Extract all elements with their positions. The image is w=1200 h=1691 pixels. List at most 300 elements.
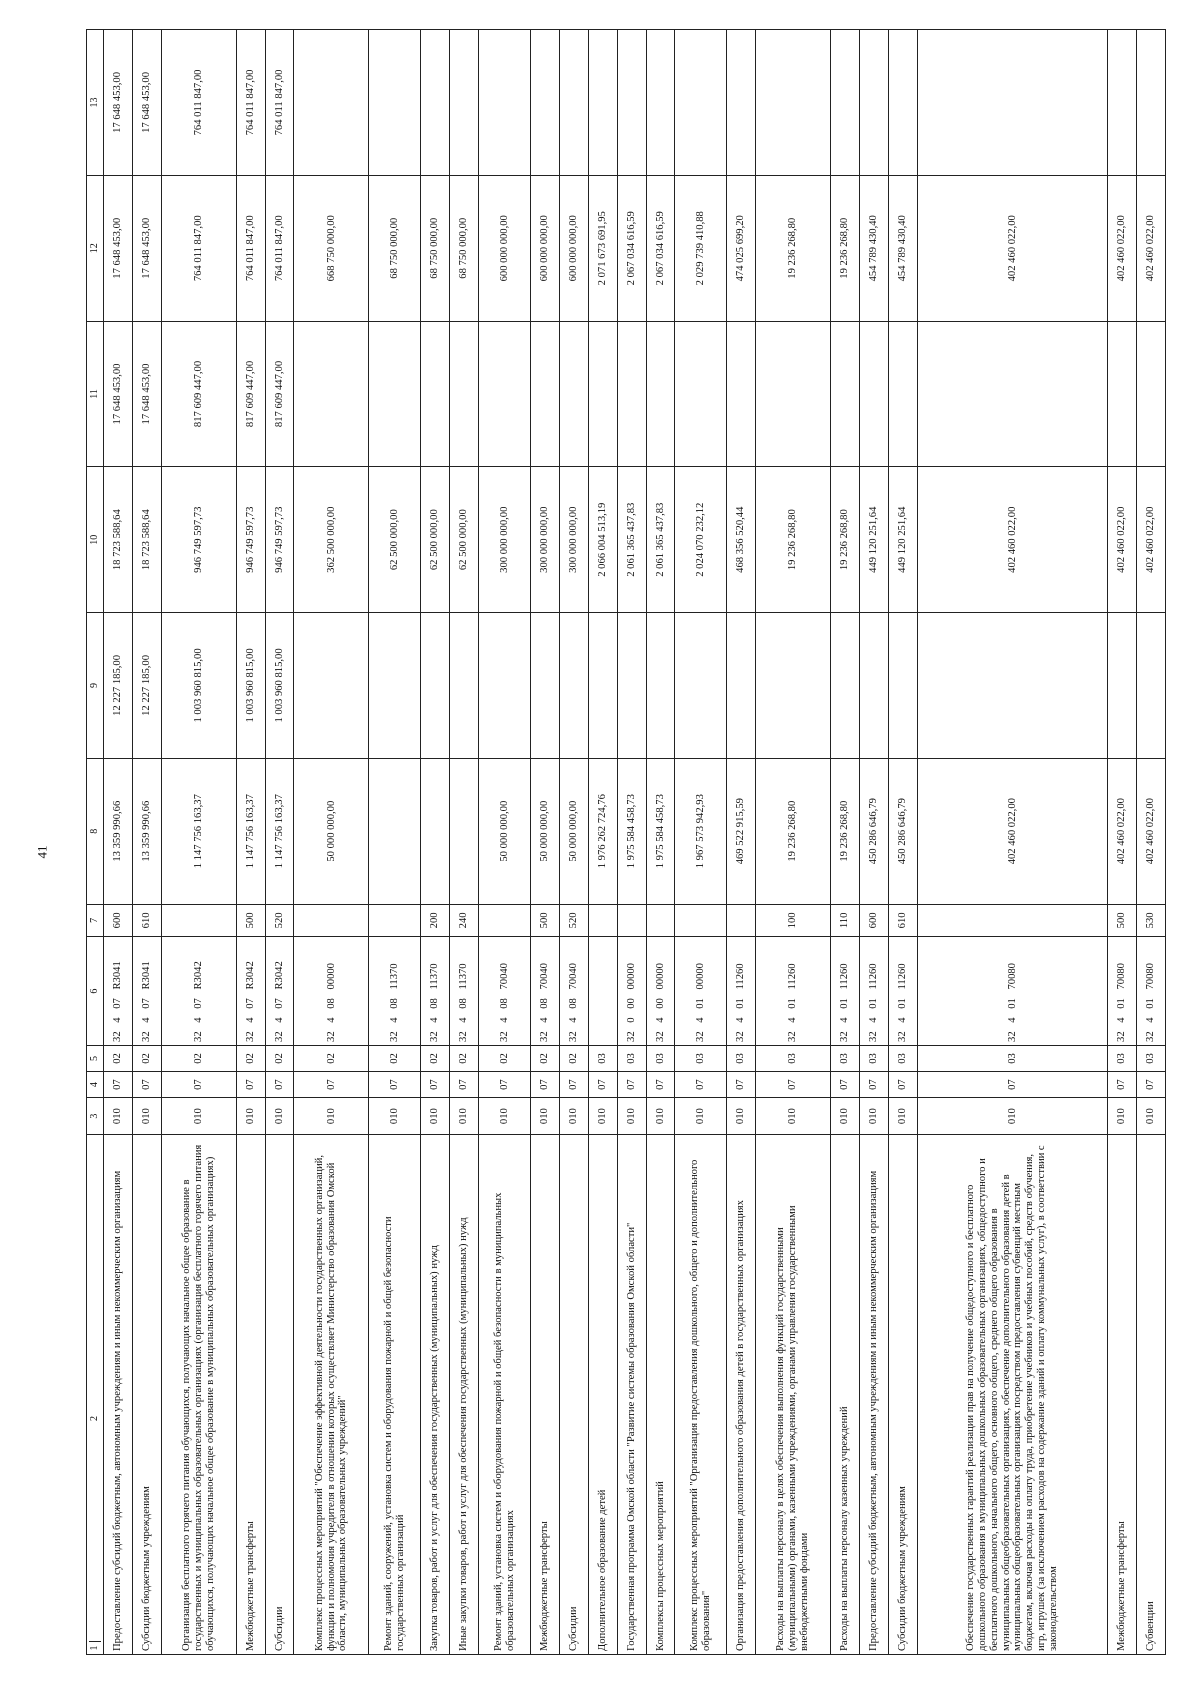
cell-target-article: 32 4 08 11370 bbox=[450, 937, 479, 1046]
cell-value-col10: 2 061 365 437,83 bbox=[646, 467, 675, 613]
column-header: 8 bbox=[87, 758, 104, 904]
cell-value-col13 bbox=[617, 30, 646, 176]
cell-value-col13: 17 648 453,00 bbox=[132, 30, 161, 176]
cell-value-col10: 18 723 588,64 bbox=[104, 467, 133, 613]
cell-value-col12: 764 011 847,00 bbox=[265, 175, 294, 321]
column-header: 1 2 bbox=[87, 1135, 104, 1655]
cell-section-code: 07 bbox=[831, 1072, 860, 1098]
cell-value-col12: 454 789 430,40 bbox=[888, 175, 917, 321]
cell-subsection-code: 03 bbox=[588, 1045, 617, 1071]
cell-expense-type: 200 bbox=[421, 904, 450, 937]
cell-expense-type bbox=[369, 904, 421, 937]
cell-subsection-code: 03 bbox=[756, 1045, 831, 1071]
cell-section-code: 07 bbox=[756, 1072, 831, 1098]
cell-value-col10: 402 460 022,00 bbox=[1108, 467, 1137, 613]
row-description: Дополнительное образование детей bbox=[588, 1135, 617, 1655]
table-body bbox=[104, 30, 1166, 1655]
cell-value-col8: 402 460 022,00 bbox=[1136, 758, 1165, 904]
column-header: 9 bbox=[87, 613, 104, 759]
cell-value-col8: 13 359 990,66 bbox=[132, 758, 161, 904]
cell-section-code: 07 bbox=[646, 1072, 675, 1098]
cell-value-col11: 817 609 447,00 bbox=[236, 321, 265, 467]
cell-expense-type: 530 bbox=[1136, 904, 1165, 937]
cell-ministry-code: 010 bbox=[1108, 1098, 1137, 1135]
cell-expense-type: 610 bbox=[132, 904, 161, 937]
table-row bbox=[421, 30, 450, 1655]
row-description: Расходы на выплаты персоналу казенных учреждений bbox=[831, 1135, 860, 1655]
cell-value-col8: 19 236 268,80 bbox=[756, 758, 831, 904]
cell-target-article: 32 4 01 70080 bbox=[917, 937, 1107, 1046]
cell-value-col10: 402 460 022,00 bbox=[917, 467, 1107, 613]
cell-subsection-code: 02 bbox=[559, 1045, 588, 1071]
row-description: Иные закупки товаров, работ и услуг для обеспечения государственных (муниципальных) нужд bbox=[450, 1135, 479, 1655]
cell-section-code: 07 bbox=[860, 1072, 889, 1098]
cell-value-col11 bbox=[294, 321, 369, 467]
cell-ministry-code: 010 bbox=[588, 1098, 617, 1135]
table-row bbox=[369, 30, 421, 1655]
cell-value-col12: 17 648 453,00 bbox=[104, 175, 133, 321]
table-row bbox=[265, 30, 294, 1655]
cell-value-col11 bbox=[588, 321, 617, 467]
cell-value-col11 bbox=[617, 321, 646, 467]
cell-value-col12: 764 011 847,00 bbox=[236, 175, 265, 321]
cell-value-col13 bbox=[421, 30, 450, 176]
cell-target-article: 32 4 01 11260 bbox=[860, 937, 889, 1046]
table-row bbox=[161, 30, 236, 1655]
table-row bbox=[917, 30, 1107, 1655]
cell-section-code: 07 bbox=[675, 1072, 727, 1098]
cell-value-col9 bbox=[588, 613, 617, 759]
cell-section-code: 07 bbox=[236, 1072, 265, 1098]
cell-subsection-code: 02 bbox=[450, 1045, 479, 1071]
cell-value-col12: 474 025 699,20 bbox=[727, 175, 756, 321]
cell-value-col9 bbox=[294, 613, 369, 759]
cell-value-col8: 1 975 584 458,73 bbox=[617, 758, 646, 904]
row-description: Субсидии бюджетным учреждениям bbox=[132, 1135, 161, 1655]
cell-value-col10: 946 749 597,73 bbox=[236, 467, 265, 613]
cell-subsection-code: 02 bbox=[369, 1045, 421, 1071]
cell-value-col12: 2 067 034 616,59 bbox=[646, 175, 675, 321]
cell-value-col10: 300 000 000,00 bbox=[479, 467, 531, 613]
table-row bbox=[727, 30, 756, 1655]
table-row bbox=[236, 30, 265, 1655]
cell-target-article: 32 4 01 70080 bbox=[1136, 937, 1165, 1046]
cell-expense-type: 600 bbox=[104, 904, 133, 937]
cell-section-code: 07 bbox=[531, 1072, 560, 1098]
cell-value-col13 bbox=[588, 30, 617, 176]
cell-ministry-code: 010 bbox=[617, 1098, 646, 1135]
cell-value-col8: 19 236 268,80 bbox=[831, 758, 860, 904]
row-description: Межбюджетные трансферты bbox=[531, 1135, 560, 1655]
row-description: Ремонт зданий, сооружений, установка систем и оборудования пожарной и общей безопасности государственных организаций bbox=[369, 1135, 421, 1655]
cell-value-col13 bbox=[888, 30, 917, 176]
row-description: Субсидии bbox=[265, 1135, 294, 1655]
cell-value-col10: 362 500 000,00 bbox=[294, 467, 369, 613]
cell-value-col12: 668 750 000,00 bbox=[294, 175, 369, 321]
cell-value-col11 bbox=[1136, 321, 1165, 467]
cell-ministry-code: 010 bbox=[559, 1098, 588, 1135]
cell-section-code: 07 bbox=[888, 1072, 917, 1098]
cell-value-col13 bbox=[831, 30, 860, 176]
cell-expense-type: 500 bbox=[236, 904, 265, 937]
cell-subsection-code: 03 bbox=[831, 1045, 860, 1071]
cell-value-col10: 946 749 597,73 bbox=[265, 467, 294, 613]
table-row bbox=[479, 30, 531, 1655]
cell-ministry-code: 010 bbox=[132, 1098, 161, 1135]
cell-target-article: 32 4 07 R3042 bbox=[265, 937, 294, 1046]
cell-value-col9 bbox=[1108, 613, 1137, 759]
cell-subsection-code: 02 bbox=[531, 1045, 560, 1071]
column-header: 7 bbox=[87, 904, 104, 937]
cell-value-col9 bbox=[369, 613, 421, 759]
cell-value-col8: 1 147 756 163,37 bbox=[265, 758, 294, 904]
cell-value-col12: 402 460 022,00 bbox=[917, 175, 1107, 321]
cell-value-col8 bbox=[421, 758, 450, 904]
cell-value-col9 bbox=[617, 613, 646, 759]
column-header: 6 bbox=[87, 937, 104, 1046]
cell-ministry-code: 010 bbox=[161, 1098, 236, 1135]
cell-expense-type: 500 bbox=[531, 904, 560, 937]
cell-section-code: 07 bbox=[588, 1072, 617, 1098]
cell-section-code: 07 bbox=[265, 1072, 294, 1098]
cell-ministry-code: 010 bbox=[294, 1098, 369, 1135]
cell-value-col11 bbox=[888, 321, 917, 467]
cell-value-col11: 17 648 453,00 bbox=[132, 321, 161, 467]
cell-value-col12: 17 648 453,00 bbox=[132, 175, 161, 321]
cell-value-col8: 402 460 022,00 bbox=[917, 758, 1107, 904]
cell-value-col10: 19 236 268,80 bbox=[756, 467, 831, 613]
row-description: Расходы на выплаты персоналу в целях обеспечения выполнения функций государственными (муниципальными) органами, казенными учреждениями, органами управления государственными внебюджетными фондами bbox=[756, 1135, 831, 1655]
cell-expense-type bbox=[646, 904, 675, 937]
column-header: 10 bbox=[87, 467, 104, 613]
cell-value-col9: 12 227 185,00 bbox=[104, 613, 133, 759]
table-row bbox=[756, 30, 831, 1655]
cell-subsection-code: 03 bbox=[860, 1045, 889, 1071]
cell-section-code: 07 bbox=[917, 1072, 1107, 1098]
cell-value-col8: 50 000 000,00 bbox=[559, 758, 588, 904]
cell-value-col12: 600 000 000,00 bbox=[559, 175, 588, 321]
cell-expense-type bbox=[675, 904, 727, 937]
cell-value-col9: 1 003 960 815,00 bbox=[265, 613, 294, 759]
cell-value-col13 bbox=[369, 30, 421, 176]
cell-value-col12: 68 750 000,00 bbox=[450, 175, 479, 321]
table-row bbox=[588, 30, 617, 1655]
table-row bbox=[294, 30, 369, 1655]
column-header: 12 bbox=[87, 175, 104, 321]
row-description: Обеспечение государственных гарантий реализации прав на получение общедоступного и бесплатного дошкольного образования в муниципальных дошкольных образовательных организациях, общедоступного и бесплатного дошкольного, начального общего, основного общего, среднего общего образования в муниципальных общеобразовательных организациях, обеспечение дополнительного образования детей в муниципальных общеобразовательных организациях посредством предоставления субвенций местным бюджетам, включая расходы на оплату труда, приобретение учебников и учебных пособий, средств обучения, игр, игрушек (за исключением расходов на содержание зданий и оплату коммунальных услуг), в соответствии с законодательством bbox=[917, 1135, 1107, 1655]
cell-value-col8: 402 460 022,00 bbox=[1108, 758, 1137, 904]
cell-ministry-code: 010 bbox=[369, 1098, 421, 1135]
cell-ministry-code: 010 bbox=[531, 1098, 560, 1135]
cell-value-col10: 449 120 251,64 bbox=[860, 467, 889, 613]
cell-value-col11 bbox=[727, 321, 756, 467]
cell-value-col10: 300 000 000,00 bbox=[531, 467, 560, 613]
table-row bbox=[617, 30, 646, 1655]
cell-value-col13 bbox=[450, 30, 479, 176]
cell-expense-type: 100 bbox=[756, 904, 831, 937]
cell-ministry-code: 010 bbox=[265, 1098, 294, 1135]
cell-subsection-code: 03 bbox=[675, 1045, 727, 1071]
cell-value-col10: 300 000 000,00 bbox=[559, 467, 588, 613]
cell-target-article: 32 4 08 70040 bbox=[479, 937, 531, 1046]
cell-value-col8: 50 000 000,00 bbox=[479, 758, 531, 904]
cell-section-code: 07 bbox=[104, 1072, 133, 1098]
cell-section-code: 07 bbox=[727, 1072, 756, 1098]
cell-expense-type bbox=[294, 904, 369, 937]
cell-target-article: 32 4 01 11260 bbox=[756, 937, 831, 1046]
cell-value-col9 bbox=[917, 613, 1107, 759]
cell-value-col10: 18 723 588,64 bbox=[132, 467, 161, 613]
cell-value-col13 bbox=[756, 30, 831, 176]
cell-value-col13 bbox=[675, 30, 727, 176]
cell-subsection-code: 02 bbox=[421, 1045, 450, 1071]
cell-value-col10: 402 460 022,00 bbox=[1136, 467, 1165, 613]
cell-value-col11 bbox=[860, 321, 889, 467]
cell-ministry-code: 010 bbox=[646, 1098, 675, 1135]
table-row bbox=[1136, 30, 1165, 1655]
cell-value-col8: 13 359 990,66 bbox=[104, 758, 133, 904]
cell-value-col13 bbox=[294, 30, 369, 176]
row-description: Комплекс процессных мероприятий "Организация предоставления дошкольного, общего и дополнительного образования" bbox=[675, 1135, 727, 1655]
cell-expense-type: 600 bbox=[860, 904, 889, 937]
cell-expense-type: 500 bbox=[1108, 904, 1137, 937]
cell-value-col9 bbox=[860, 613, 889, 759]
cell-target-article bbox=[588, 937, 617, 1046]
cell-section-code: 07 bbox=[132, 1072, 161, 1098]
cell-value-col8: 1 976 262 724,76 bbox=[588, 758, 617, 904]
cell-section-code: 07 bbox=[617, 1072, 646, 1098]
header-row bbox=[87, 30, 104, 1655]
table-row bbox=[531, 30, 560, 1655]
cell-value-col11 bbox=[450, 321, 479, 467]
cell-value-col12: 764 011 847,00 bbox=[161, 175, 236, 321]
cell-section-code: 07 bbox=[294, 1072, 369, 1098]
cell-ministry-code: 010 bbox=[727, 1098, 756, 1135]
cell-value-col9 bbox=[559, 613, 588, 759]
column-header: 13 bbox=[87, 30, 104, 176]
cell-value-col8 bbox=[369, 758, 421, 904]
table-row bbox=[1108, 30, 1137, 1655]
cell-value-col13 bbox=[1136, 30, 1165, 176]
table-row bbox=[132, 30, 161, 1655]
row-description: Предоставление субсидий бюджетным, автономным учреждениям и иным некоммерческим организациям bbox=[104, 1135, 133, 1655]
cell-target-article: 32 4 07 R3042 bbox=[236, 937, 265, 1046]
cell-ministry-code: 010 bbox=[756, 1098, 831, 1135]
cell-value-col13 bbox=[860, 30, 889, 176]
row-description: Государственная программа Омской области "Развитие системы образования Омской области" bbox=[617, 1135, 646, 1655]
cell-value-col12: 2 029 739 410,88 bbox=[675, 175, 727, 321]
cell-subsection-code: 03 bbox=[617, 1045, 646, 1071]
column-header: 3 bbox=[87, 1098, 104, 1135]
cell-value-col10: 2 061 365 437,83 bbox=[617, 467, 646, 613]
table-row bbox=[646, 30, 675, 1655]
cell-ministry-code: 010 bbox=[860, 1098, 889, 1135]
cell-value-col11 bbox=[559, 321, 588, 467]
cell-value-col12: 19 236 268,80 bbox=[831, 175, 860, 321]
cell-ministry-code: 010 bbox=[104, 1098, 133, 1135]
cell-target-article: 32 4 08 00000 bbox=[294, 937, 369, 1046]
cell-section-code: 07 bbox=[1108, 1072, 1137, 1098]
cell-value-col12: 600 000 000,00 bbox=[479, 175, 531, 321]
cell-value-col10: 946 749 597,73 bbox=[161, 467, 236, 613]
cell-expense-type: 240 bbox=[450, 904, 479, 937]
cell-value-col9 bbox=[421, 613, 450, 759]
row-description: Комплексы процессных мероприятий bbox=[646, 1135, 675, 1655]
cell-expense-type bbox=[727, 904, 756, 937]
table-row bbox=[860, 30, 889, 1655]
cell-section-code: 07 bbox=[450, 1072, 479, 1098]
cell-value-col8: 1 147 756 163,37 bbox=[161, 758, 236, 904]
cell-value-col10: 449 120 251,64 bbox=[888, 467, 917, 613]
cell-ministry-code: 010 bbox=[236, 1098, 265, 1135]
column-header: 11 bbox=[87, 321, 104, 467]
cell-value-col12: 68 750 000,00 bbox=[369, 175, 421, 321]
row-description: Межбюджетные трансферты bbox=[1108, 1135, 1137, 1655]
cell-value-col9 bbox=[479, 613, 531, 759]
table-row bbox=[450, 30, 479, 1655]
cell-value-col9 bbox=[1136, 613, 1165, 759]
cell-subsection-code: 03 bbox=[727, 1045, 756, 1071]
cell-value-col13: 764 011 847,00 bbox=[161, 30, 236, 176]
cell-value-col13 bbox=[531, 30, 560, 176]
cell-value-col9 bbox=[450, 613, 479, 759]
page-number: 41 bbox=[34, 845, 50, 859]
cell-ministry-code: 010 bbox=[479, 1098, 531, 1135]
cell-target-article: 32 0 00 00000 bbox=[617, 937, 646, 1046]
cell-value-col8: 50 000 000,00 bbox=[531, 758, 560, 904]
cell-subsection-code: 03 bbox=[888, 1045, 917, 1071]
cell-target-article: 32 4 01 11260 bbox=[888, 937, 917, 1046]
cell-value-col12: 68 750 000,00 bbox=[421, 175, 450, 321]
cell-expense-type: 520 bbox=[559, 904, 588, 937]
cell-subsection-code: 03 bbox=[646, 1045, 675, 1071]
cell-value-col13 bbox=[1108, 30, 1137, 176]
cell-value-col9: 1 003 960 815,00 bbox=[236, 613, 265, 759]
cell-value-col10: 468 356 520,44 bbox=[727, 467, 756, 613]
cell-target-article: 32 4 01 00000 bbox=[675, 937, 727, 1046]
cell-value-col12: 2 071 673 691,95 bbox=[588, 175, 617, 321]
cell-ministry-code: 010 bbox=[1136, 1098, 1165, 1135]
cell-value-col11 bbox=[756, 321, 831, 467]
row-description: Организация бесплатного горячего питания обучающихся, получающих начальное общее образование в государственных и муниципальных образовательных организациях (организация бесплатного горячего питания обучающихся, получающих начальное общее образование в муниципальных образовательных организациях) bbox=[161, 1135, 236, 1655]
cell-target-article: 32 4 08 70040 bbox=[559, 937, 588, 1046]
cell-value-col11 bbox=[369, 321, 421, 467]
cell-value-col12: 402 460 022,00 bbox=[1136, 175, 1165, 321]
cell-section-code: 07 bbox=[161, 1072, 236, 1098]
cell-value-col9: 1 003 960 815,00 bbox=[161, 613, 236, 759]
cell-value-col11 bbox=[421, 321, 450, 467]
cell-expense-type bbox=[917, 904, 1107, 937]
cell-value-col12: 600 000 000,00 bbox=[531, 175, 560, 321]
cell-value-col13 bbox=[646, 30, 675, 176]
cell-expense-type bbox=[161, 904, 236, 937]
cell-value-col13: 17 648 453,00 bbox=[104, 30, 133, 176]
table-row bbox=[831, 30, 860, 1655]
cell-value-col9: 12 227 185,00 bbox=[132, 613, 161, 759]
cell-value-col11 bbox=[646, 321, 675, 467]
cell-value-col12: 454 789 430,40 bbox=[860, 175, 889, 321]
cell-target-article: 32 4 08 70040 bbox=[531, 937, 560, 1046]
cell-target-article: 32 4 01 11260 bbox=[831, 937, 860, 1046]
cell-value-col9 bbox=[646, 613, 675, 759]
cell-value-col12: 2 067 034 616,59 bbox=[617, 175, 646, 321]
cell-ministry-code: 010 bbox=[450, 1098, 479, 1135]
table-row bbox=[104, 30, 133, 1655]
cell-target-article: 32 4 01 70080 bbox=[1108, 937, 1137, 1046]
cell-subsection-code: 03 bbox=[1108, 1045, 1137, 1071]
cell-value-col11: 817 609 447,00 bbox=[161, 321, 236, 467]
cell-subsection-code: 03 bbox=[1136, 1045, 1165, 1071]
cell-subsection-code: 02 bbox=[236, 1045, 265, 1071]
cell-section-code: 07 bbox=[479, 1072, 531, 1098]
cell-section-code: 07 bbox=[421, 1072, 450, 1098]
row-description: Предоставление субсидий бюджетным, автономным учреждениям и иным некоммерческим организациям bbox=[860, 1135, 889, 1655]
table-row bbox=[559, 30, 588, 1655]
row-description: Субсидии bbox=[559, 1135, 588, 1655]
cell-expense-type: 610 bbox=[888, 904, 917, 937]
cell-target-article: 32 4 07 R3041 bbox=[132, 937, 161, 1046]
cell-expense-type bbox=[588, 904, 617, 937]
cell-subsection-code: 02 bbox=[161, 1045, 236, 1071]
row-description: Организация предоставления дополнительного образования детей в государственных организациях bbox=[727, 1135, 756, 1655]
cell-ministry-code: 010 bbox=[917, 1098, 1107, 1135]
row-description: Ремонт зданий, установка систем и оборудования пожарной и общей безопасности в муниципальных образовательных организациях bbox=[479, 1135, 531, 1655]
cell-expense-type bbox=[479, 904, 531, 937]
cell-value-col10: 2 024 070 232,12 bbox=[675, 467, 727, 613]
cell-value-col11 bbox=[531, 321, 560, 467]
budget-table bbox=[86, 29, 1166, 1655]
cell-target-article: 32 4 07 R3041 bbox=[104, 937, 133, 1046]
cell-value-col8: 1 975 584 458,73 bbox=[646, 758, 675, 904]
cell-ministry-code: 010 bbox=[421, 1098, 450, 1135]
cell-value-col10: 62 500 000,00 bbox=[450, 467, 479, 613]
row-description: Закупка товаров, работ и услуг для обеспечения государственных (муниципальных) нужд bbox=[421, 1135, 450, 1655]
cell-value-col8: 469 522 915,59 bbox=[727, 758, 756, 904]
row-description: Субвенции bbox=[1136, 1135, 1165, 1655]
cell-value-col11: 817 609 447,00 bbox=[265, 321, 294, 467]
cell-ministry-code: 010 bbox=[675, 1098, 727, 1135]
cell-expense-type: 110 bbox=[831, 904, 860, 937]
cell-value-col8 bbox=[450, 758, 479, 904]
cell-section-code: 07 bbox=[369, 1072, 421, 1098]
cell-expense-type: 520 bbox=[265, 904, 294, 937]
column-header: 5 bbox=[87, 1045, 104, 1071]
cell-value-col13 bbox=[559, 30, 588, 176]
cell-value-col10: 62 500 000,00 bbox=[369, 467, 421, 613]
table-row bbox=[888, 30, 917, 1655]
cell-target-article: 32 4 07 R3042 bbox=[161, 937, 236, 1046]
cell-section-code: 07 bbox=[1136, 1072, 1165, 1098]
cell-value-col10: 19 236 268,80 bbox=[831, 467, 860, 613]
cell-subsection-code: 02 bbox=[294, 1045, 369, 1071]
cell-value-col9 bbox=[727, 613, 756, 759]
cell-target-article: 32 4 01 11260 bbox=[727, 937, 756, 1046]
budget-table-container bbox=[86, 29, 1166, 1655]
cell-value-col11 bbox=[831, 321, 860, 467]
cell-value-col9 bbox=[756, 613, 831, 759]
cell-subsection-code: 02 bbox=[479, 1045, 531, 1071]
cell-target-article: 32 4 00 00000 bbox=[646, 937, 675, 1046]
cell-value-col11 bbox=[479, 321, 531, 467]
row-description: Комплекс процессных мероприятий "Обеспечение эффективной деятельности государственных организаций, функции и полномочия учредителя в отношении которых осуществляет Министерство образования Омской области, муниципальных образовательных учреждений" bbox=[294, 1135, 369, 1655]
cell-expense-type bbox=[617, 904, 646, 937]
cell-value-col9 bbox=[831, 613, 860, 759]
cell-value-col13 bbox=[479, 30, 531, 176]
cell-target-article: 32 4 08 11370 bbox=[369, 937, 421, 1046]
table-row bbox=[675, 30, 727, 1655]
cell-value-col9 bbox=[675, 613, 727, 759]
cell-target-article: 32 4 08 11370 bbox=[421, 937, 450, 1046]
